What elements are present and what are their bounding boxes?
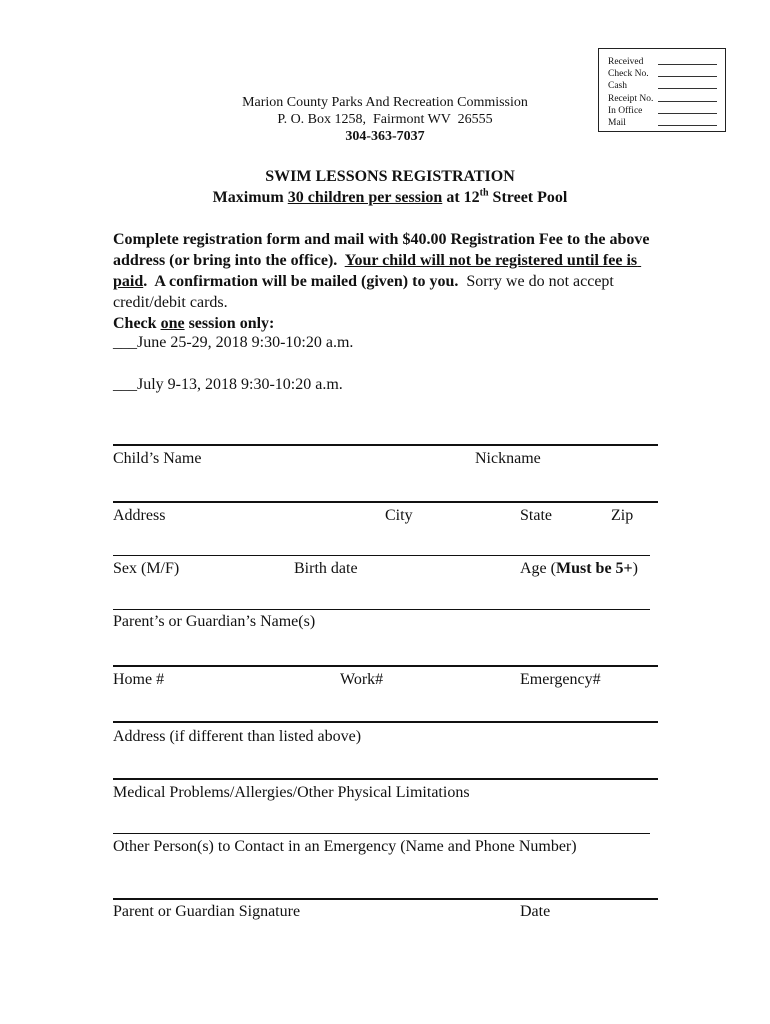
org-header: [160, 94, 610, 145]
office-use-box: [598, 48, 726, 132]
signature-field[interactable]: [113, 898, 658, 900]
instructions-part3: . A confirmation will be mailed (given) to you.: [143, 273, 459, 290]
guardian-names-field[interactable]: [113, 609, 650, 610]
session-june-checkbox[interactable]: ___: [113, 334, 137, 351]
office-mail-row: [608, 117, 725, 129]
org-address: P. O. Box 1258, Fairmont WV 26555: [277, 112, 493, 127]
guardian-names-label: Parent’s or Guardian’s Name(s): [113, 613, 316, 630]
zip-label: Zip: [611, 507, 634, 524]
check-one: one: [160, 315, 185, 332]
subtitle-superscript: th: [479, 187, 489, 199]
emergency-phone-label: Emergency#: [520, 671, 601, 688]
signature-label: Parent or Guardian Signature: [113, 903, 301, 920]
form-title-block: [110, 166, 670, 208]
alt-address-field[interactable]: [113, 721, 658, 723]
session-june-label: June 25-29, 2018 9:30-10:20 a.m.: [137, 334, 354, 351]
subtitle-suffix: Street Pool: [488, 189, 568, 206]
alt-address-label: Address (if different than listed above): [113, 728, 362, 745]
childs-name-field[interactable]: [113, 444, 658, 446]
office-in-office-label: In Office: [608, 105, 643, 116]
instructions-part1: Complete registration form and mail with $40.00 Registration Fee to the above address (or bring into the office).: [113, 231, 654, 269]
work-phone-label: Work#: [340, 671, 384, 688]
address-label: Address: [113, 507, 166, 524]
office-check-no-row: [608, 68, 725, 80]
office-received-row: [608, 56, 725, 68]
check-suffix: session only:: [184, 315, 275, 332]
office-mail-label: Mail: [608, 118, 626, 129]
emergency-contact-field[interactable]: [113, 833, 650, 834]
office-received-label: Received: [608, 57, 644, 67]
date-label: Date: [520, 903, 551, 920]
check-prefix: Check: [113, 315, 161, 332]
age-suffix: ): [632, 560, 638, 577]
sex-birthdate-age-field[interactable]: [113, 555, 650, 556]
birth-date-label: Birth date: [294, 560, 358, 577]
childs-name-label: Child’s Name: [113, 450, 202, 467]
session-option-june: [113, 334, 353, 352]
age-prefix: Age (: [520, 560, 556, 577]
org-name: Marion County Parks And Recreation Commission: [242, 95, 528, 110]
city-label: City: [385, 507, 413, 524]
office-cash-label: Cash: [608, 81, 627, 92]
session-option-july: [113, 376, 343, 394]
nickname-label: Nickname: [475, 450, 541, 467]
instructions-no-cards: Sorry we do not accept credit/debit cards.: [113, 273, 618, 311]
address-field[interactable]: [113, 501, 658, 503]
form-subtitle: [110, 187, 670, 208]
medical-field[interactable]: [113, 778, 658, 780]
emergency-contact-label: Other Person(s) to Contact in an Emergency (Name and Phone Number): [113, 838, 577, 855]
subtitle-capacity: 30 children per session: [287, 189, 443, 206]
session-july-checkbox[interactable]: ___: [113, 376, 137, 393]
sex-label: Sex (M/F): [113, 560, 180, 577]
office-in-office-blank[interactable]: [658, 105, 717, 114]
age-requirement: Must be 5+: [555, 560, 633, 577]
office-check-no-label: Check No.: [608, 69, 649, 80]
form-title: SWIM LESSONS REGISTRATION: [265, 168, 515, 185]
office-cash-row: [608, 80, 725, 92]
subtitle-middle: at 12: [442, 189, 480, 206]
state-label: State: [520, 507, 552, 524]
office-receipt-no-blank[interactable]: [658, 93, 717, 102]
medical-label: Medical Problems/Allergies/Other Physical Limitations: [113, 784, 470, 801]
instructions-paragraph: [113, 229, 673, 313]
office-check-no-blank[interactable]: [658, 68, 717, 77]
office-in-office-row: [608, 105, 725, 117]
session-july-label: July 9-13, 2018 9:30-10:20 a.m.: [137, 376, 343, 393]
instructions-fee-warning: Your child will not be registered until fee is paid: [113, 252, 642, 290]
phones-field[interactable]: [113, 665, 658, 667]
office-mail-blank[interactable]: [658, 117, 717, 126]
office-receipt-no-row: [608, 93, 725, 105]
org-phone: 304-363-7037: [345, 129, 425, 144]
office-receipt-no-label: Receipt No.: [608, 93, 654, 104]
age-label: [520, 560, 638, 578]
office-received-blank[interactable]: [658, 56, 717, 65]
home-phone-label: Home #: [113, 671, 165, 688]
check-one-line: [113, 313, 673, 334]
office-cash-blank[interactable]: [658, 80, 717, 89]
instructions: [113, 229, 673, 334]
subtitle-prefix: Maximum: [212, 189, 288, 206]
